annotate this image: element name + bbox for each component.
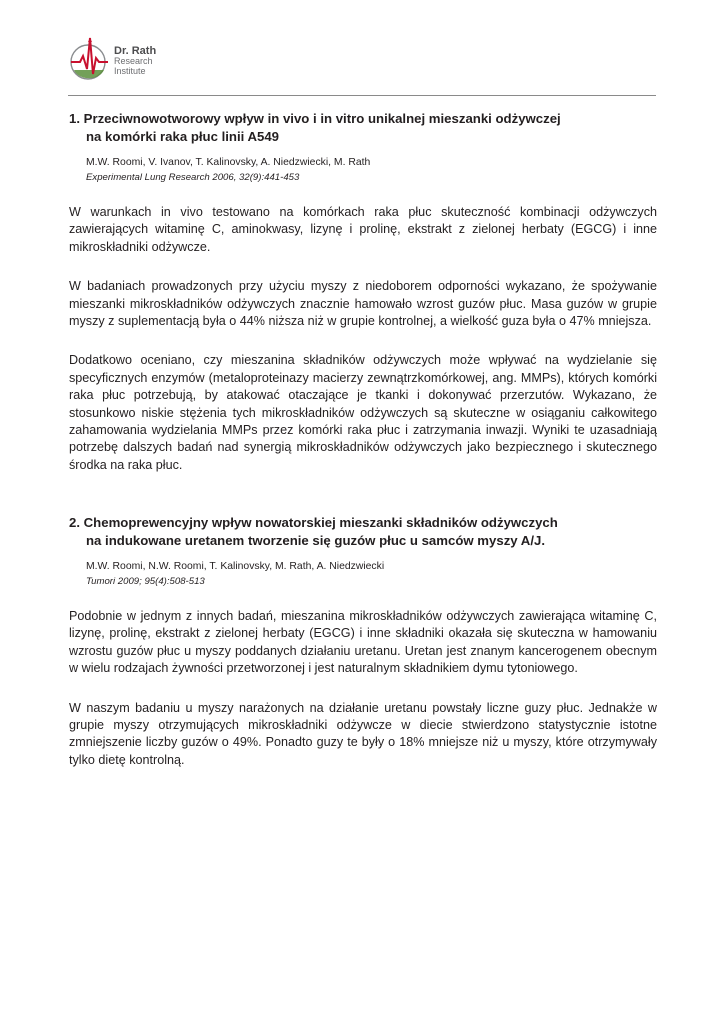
article-authors: M.W. Roomi, N.W. Roomi, T. Kalinovsky, M. Rath, A. Niedzwiecki — [86, 561, 385, 572]
page-header — [68, 36, 656, 96]
logo-title: Dr. Rath — [114, 45, 157, 57]
logo-wordmark — [114, 46, 156, 76]
article-paragraph: Dodatkowo oceniano, czy mieszanina składników odżywczych może wpływać na wydzielanie się specyficznych enzymów (metaloproteinazy macierzy zewnątrzkomórkowej, ang. MMPs), których komórki raka płuc potrzebują, by atakować otaczające je tkanki i dokonywać przerzutów. Wykazano, że stosunkowo niskie stężenia tych mikroskładników odżywczych są skuteczne w osiąganiu całkowitego zahamowania wydzielania MMPs przez komórki raka płuc i zatrzymania inwazji. Wyniki te uzasadniają potrzebę dalszych badań nad synergią mikroskładników odżywczych jako bezpiecznego i skutecznego środka na raka płuc. — [69, 353, 657, 472]
dr-rath-logo — [68, 36, 188, 90]
article-paragraph: W badaniach prowadzonych przy użyciu myszy z niedoborem odporności wykazano, że spożywanie mieszanki mikroskładników odżywczych znacznie hamowało wzrost guzów płuc. Masa guzów w grupie myszy z suplementacją była o 44% niższa niż w grupie kontrolnej, a wielkość guza była o 47% mniejsza. — [69, 279, 657, 329]
article-title — [69, 514, 657, 550]
logo-line3: Institute — [114, 66, 146, 76]
article-1 — [69, 110, 657, 474]
article-title-line1: 2. Chemoprewencyjny wpływ nowatorskiej mieszanki składników odżywczych — [69, 515, 558, 530]
article-journal: Experimental Lung Research 2006, 32(9):441-453 — [86, 172, 300, 183]
article-journal: Tumori 2009; 95(4):508-513 — [86, 576, 205, 587]
article-title-line2: na indukowane uretanem tworzenie się guzów płuc u samców myszy A/J. — [86, 533, 545, 548]
article-paragraph: W warunkach in vivo testowano na komórkach raka płuc skuteczność kombinacji odżywczych zawierających witaminę C, aminokwasy, lizynę i prolinę, ekstrakt z zielonej herbaty (EGCG) i inne mikroskładniki odżywcze. — [69, 205, 657, 254]
article-2 — [69, 514, 657, 769]
article-title — [69, 110, 657, 146]
logo-line2: Research — [114, 56, 153, 66]
header-divider — [68, 95, 656, 96]
article-title-line1: 1. Przeciwnowotworowy wpływ in vivo i in vitro unikalnej mieszanki odżywczej — [69, 111, 561, 126]
logo-emblem-icon — [68, 36, 112, 86]
article-authors: M.W. Roomi, V. Ivanov, T. Kalinovsky, A. Niedzwiecki, M. Rath — [86, 157, 371, 168]
article-paragraph: W naszym badaniu u myszy narażonych na działanie uretanu powstały liczne guzy płuc. Jednakże w grupie myszy otrzymujących mikroskładniki odżywcze w diecie stwierdzono statystycznie istotne zmniejszenie liczby guzów o 49%. Ponadto guzy te były o 18% mniejsze niż u myszy, które otrzymywały tylko dietę kontrolną. — [69, 700, 657, 767]
article-title-line2: na komórki raka płuc linii A549 — [86, 129, 280, 144]
article-paragraph: Podobnie w jednym z innych badań, mieszanina mikroskładników odżywczych zawierająca witaminę C, lizynę, prolinę, ekstrakt z zielonej herbaty (EGCG) i inne składniki okazała się skuteczna w hamowaniu wzrostu guzów płuc u myszy poddanych działaniu uretanu. Uretan jest znanym kancerogenem obecnym w wielu rodzajach żywności przetworzonej i jest naturalnym składnikiem dymu tytoniowego. — [69, 609, 657, 676]
